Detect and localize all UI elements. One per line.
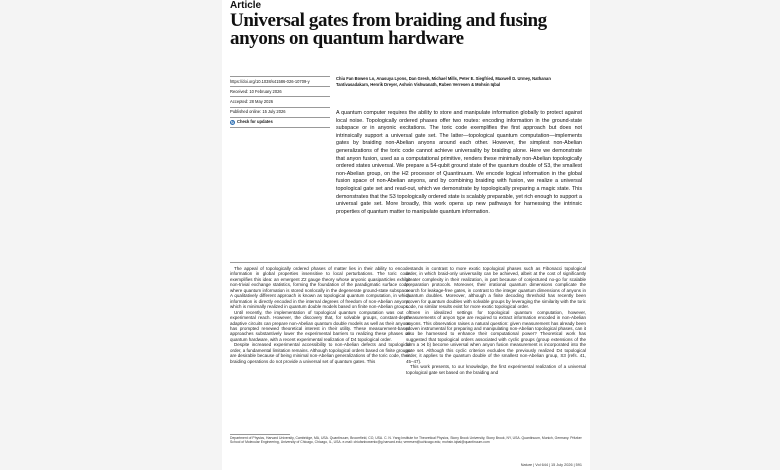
paragraph: Even in idealized settings for topological quantum computation, however, measurements of anyon type are required to extract information encoded in non-Abelian anyons. This observation raises a natural question: given measurement has already been proven instrumental for preparing and manipulating non-Abelian topological phases, can it also be harnessed to enhance their computational power? Theoretical work has suggested that topological orders associated with cyclic groups (group extensions of the form a ⋊ b) become universal when anyon fusion measurement is incorporated into the gate set. Although this cyclic criterion excludes the previously realized D4 topological order, it applies to the quantum double of the smallest non-Abelian group, S3 (refs. 41, 45–47). <box>406 309 586 364</box>
article-kicker: Article <box>230 0 262 11</box>
refresh-icon: ↻ <box>230 119 235 125</box>
section-divider <box>230 262 582 263</box>
page-footer: Nature | Vol 644 | 15 July 2026 | 591 <box>520 463 582 467</box>
received-date: Received: 10 February 2026 <box>230 86 330 96</box>
paragraph: stands in contrast to more exotic topological phases such as Fibonacci topological order, in which braid-only universality can be achieved, albeit at the cost of significantly greater complexity in their realization, in part because of conjectured no-go for scalable preparation protocols. Moreover, their irrational quantum dimensions complicate the search for leakage-free gates, in contrast to the integer quantum dimensions of anyons in quantum doubles. Moreover, although a finite decoding threshold has recently been proven for quantum doubles with solvable groups by leveraging the similarity with the toric code, no similar results exist for more exotic topological order. <box>406 266 586 310</box>
abstract: A quantum computer requires the ability to store and manipulate information globally to protect against local noise. Topologically ordered phases offer two routes: encoding information in the ground-state subspace or in anyonic excitations. The toric code exemplifies the first approach but does not intrinsically support a universal gate set. The latter—topological quantum computation—implements gates by braiding non-Abelian anyons around each other. However, the simplest non-Abelian generalizations of the toric code cannot achieve universality by braiding alone. Here we demonstrate that anyon fusion, used as a computational primitive, renders these minimally non-Abelian topologically ordered states universal. We prepare a 54-qubit ground state of the quantum double of S3, the smallest non-Abelian group, on the H2 processor of Quantinuum. We encode logical information in the global fusion space of non-Abelian anyons, and by combining braiding with fusion, we realize a universal topological gate set and read-out, which we demonstrate by topologically preparing a magic state. This demonstrates that the S3 topologically ordered state is scalably preparable, yet rich enough to support a universal gate set. More broadly, this work opens up new pathways for harnessing the intrinsic properties of quantum matter to manipulate quantum information. <box>336 110 582 215</box>
affiliations-footnote: Department of Physics, Harvard University, Cambridge, MA, USA. Quantinuum, Broomfield, CO, USA. C. N. Yang Institute for Theoretical Physics, Stony Brook University, Stony Brook, NY, USA. Quantinuum, Munich, Germany. Pritzker School of Molecular Engineering, University of Chicago, Chicago, IL, USA. e-mail: chiufanbowenlo@g.harvard.edu; verresen@uchicago.edu; mohsin.iqbal@quantinuum.com <box>230 436 582 445</box>
author-list: Chiu Fan Bowen Lo, Anasuya Lyons, Dan Gresh, Michael Mills, Peter E. Siegfried, Maxwell D. Urmey, Nathanan Tantivasadakarn, Henrik Dreyer, Ashvin Vishwanath, Ruben Verresen & Mohsin Iqbal <box>336 76 551 87</box>
check-for-updates-label: Check for updates <box>237 119 273 125</box>
published-date: Published online: 15 July 2026 <box>230 107 330 117</box>
paragraph: The appeal of topologically ordered phases of matter lies in their ability to encode information in global properties insensitive to local perturbations. The toric code exemplifies this idea: an emergent Z2 gauge theory whose anyonic quasiparticles exhibit non-trivial exchange statistics, forming the foundation of the paradigmatic surface code, where quantum information is stored nonlocally in the degenerate ground-state subspace. A qualitatively different approach is known as topological quantum computation, in which information is directly encoded in the internal degrees of freedom of non-Abelian anyons, which is minimally realized in quantum double models based on finite non-Abelian groups. <box>230 266 410 310</box>
body-column-right <box>406 266 586 375</box>
article-meta <box>230 76 330 128</box>
paragraph: Until recently, the implementation of topological quantum computation was out of experimental reach. However, the discovery that, for solvable groups, constant-depth adaptive circuits can prepare non-Abelian quantum double models as well as their anyons has prompted renewed theoretical interest in their utility. These measurement-based approaches substantively lower the experimental barriers to realizing these phases on quantum hardware, with a recent experimental realization of D4 topological order. <box>230 309 410 342</box>
paragraph: Despite increased experimental accessibility to non-Abelian defects and topological order, a fundamental limitation remains. Although topological orders based on finite groups are desirable because of being minimal non-Abelian generalizations of the toric code, their braiding operations do not provide a universal set of quantum gates. This <box>230 342 410 364</box>
body-column-left <box>230 266 410 364</box>
doi-link[interactable]: https://doi.org/10.1038/s41586-026-10709-y <box>230 76 330 86</box>
article-page <box>222 0 590 470</box>
check-for-updates-button[interactable] <box>230 117 330 128</box>
paragraph: This work presents, to our knowledge, the first experimental realization of a universal topological gate set based on the braiding and <box>406 364 586 375</box>
footnote-divider <box>230 434 290 435</box>
article-title: Universal gates from braiding and fusing anyons on quantum hardware <box>230 10 547 49</box>
accepted-date: Accepted: 28 May 2026 <box>230 96 330 106</box>
